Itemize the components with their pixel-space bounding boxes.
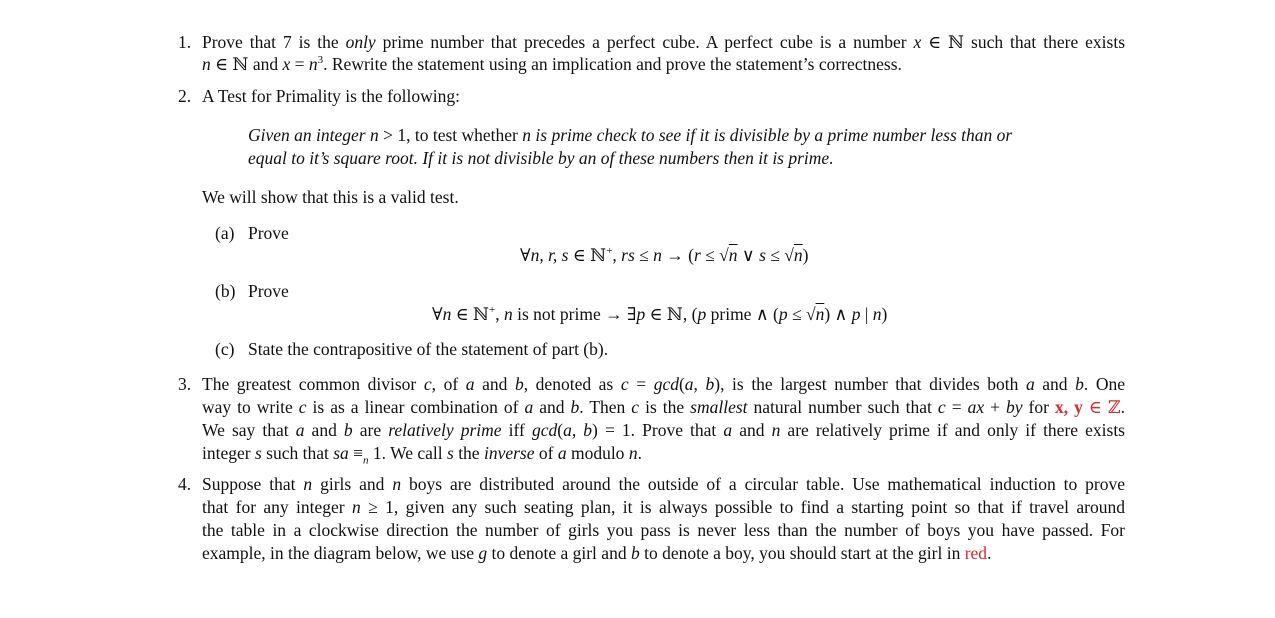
math-symbol: , [495,304,504,324]
math-var: b [514,374,524,394]
math-var: sa [333,443,349,463]
text-run: are [352,420,389,440]
math-var: n [728,245,738,265]
math-var: n [202,54,211,74]
text-run: such that [261,443,334,463]
math-symbol: prime ∧ ( [706,304,779,324]
math-var: s [759,245,766,265]
item-4-number: 4. [178,474,192,494]
math-var: n [352,497,361,517]
math-var: n [308,54,318,74]
text-run: . [637,443,642,463]
math-var: c [298,397,307,417]
show-line: We will show that this is a valid test. [202,187,459,207]
math-var: n [369,125,379,145]
math-symbol: ) ∧ [824,304,852,324]
text-run: We say that [202,420,296,440]
math-var: b [570,397,580,417]
math-var: n [628,443,638,463]
math-var: x [913,32,922,52]
text-run: for [1022,397,1055,417]
text-run: = [290,54,309,74]
math-var: c [423,374,432,394]
math-var: a [465,374,475,394]
math-var: n [522,125,532,145]
math-symbol: ∈ ℕ [451,304,490,324]
math-symbol: ≤ √ [700,245,729,265]
math-var: n [872,304,882,324]
text-run: + [984,397,1007,417]
text-run: = [628,374,654,394]
text-run: and [533,397,571,417]
math-var: b [630,543,640,563]
math-var: b [1075,374,1084,394]
math-var: a, b [563,420,593,440]
math-var: ax [967,397,985,417]
subscript: n [363,454,369,467]
text-run: is as a linear combination of [306,397,525,417]
math-symbol: ∀ [432,304,443,324]
item-3-line-1 [202,373,1125,395]
text-run: ( [557,420,564,440]
math-var: n [303,474,313,494]
text-run: ) = 1. Prove that [592,420,724,440]
item-4-line-1 [202,473,1125,495]
text-run: way to write [202,397,299,417]
text-run: Prove that 7 is the [202,32,346,52]
quote-line-1 [248,124,1012,146]
text-run: integer [202,443,255,463]
text-run: example, in the diagram below, we use [202,543,479,563]
text-run: that for any integer [202,497,353,517]
item-1-number: 1. [178,32,192,52]
text-run: = [945,397,968,417]
text-run: . Then [579,397,632,417]
math-var: n [503,304,513,324]
math-var: n [793,245,803,265]
text-run: and [1034,374,1076,394]
math-var: b [343,420,353,440]
math-var: n [815,304,825,324]
math-symbol: → ( [661,245,694,265]
math-var: a [723,420,733,440]
math-var: g [478,543,488,563]
text-run: , denoted as [523,374,621,394]
math-var: a [557,443,567,463]
math-var: rs [621,245,635,265]
math-var: gcd [653,374,679,394]
math-symbol: ≤ √ [787,304,816,324]
highlight-integers: ∈ ℤ [1082,397,1121,417]
math-var: n [771,420,781,440]
part-b-text: Prove [248,281,289,301]
part-b-equation [432,303,887,325]
math-var: s [254,443,262,463]
math-symbol: ) [881,304,888,324]
part-a-equation [520,244,808,266]
math-var: n [653,245,662,265]
text-run: . [987,543,992,563]
text-run: is prime check to see if it is divisible by a prime number less than or [531,125,1013,145]
text-run: and [474,374,515,394]
math-var: n [442,304,452,324]
math-var: c [620,374,629,394]
math-var: by [1006,397,1023,417]
text-run: natural number such that [747,397,938,417]
math-var: n [392,474,402,494]
text-run: prime number that precedes a perfect cube. A perfect cube is a number [375,32,914,52]
math-var: c [937,397,946,417]
math-var: c [631,397,640,417]
math-symbol: ∈ ℕ, ( [645,304,698,324]
text-run: girls and [312,474,393,494]
superscript: + [606,245,613,258]
emphasis-inverse: inverse [483,443,535,463]
text-run: of [534,443,558,463]
text-run: 1. We call [368,443,447,463]
emphasis-relatively-prime: relatively prime [388,420,502,440]
emphasis-smallest: smallest [690,397,748,417]
text-run: to denote a girl and [487,543,631,563]
text-run: . Rewrite the statement using an implication and prove the statement’s correctness. [323,54,902,74]
text-run: and [304,420,344,440]
text-run: Suppose that [202,474,304,494]
math-var: gcd [531,420,558,440]
part-a-label: (a) [215,223,235,243]
text-run: iff [501,420,532,440]
math-var: r [693,245,701,265]
item-2-number: 2. [178,86,192,106]
text-run: ), is the largest number that divides both [714,374,1026,394]
math-symbol: ∈ ℕ [568,245,607,265]
text-run: ∈ ℕ and [210,54,283,74]
math-var: n, r, s [530,245,569,265]
math-symbol: , [612,245,622,265]
math-symbol: ≤ √ [765,245,794,265]
part-c-text: State the contrapositive of the statement of part (b). [248,339,609,359]
math-var: p [851,304,861,324]
text-run: , of [431,374,466,394]
math-symbol: is not prime → ∃ [512,304,637,324]
part-a-text: Prove [248,223,289,243]
item-3-number: 3. [178,374,192,394]
text-run: modulo [566,443,629,463]
text-run: the [453,443,484,463]
item-3-line-2 [202,396,1125,418]
emphasis-only: only [345,32,376,52]
math-var: p [778,304,788,324]
red-word: red [964,543,988,563]
item-3-line-4 [202,442,642,467]
math-symbol: ) [802,245,809,265]
math-symbol: ∀ [520,245,531,265]
text-run: boys are distributed around the outside of a circular table. Use mathematical induction to prove [401,474,1126,494]
highlight-xy: x, y [1054,397,1083,417]
text-run: and [732,420,772,440]
text-run: ( [678,374,685,394]
text-run: . One [1083,374,1126,394]
text-run: . [1120,397,1125,417]
math-var: p [697,304,707,324]
part-c-label: (c) [215,339,235,359]
math-symbol: ∨ [737,245,760,265]
math-var: a [295,420,305,440]
math-symbol: | [860,304,873,324]
text-run: ≡ [348,443,364,463]
text-run: to denote a boy, you should start at the girl in [639,543,965,563]
text-run: are relatively prime if and only if there exists [780,420,1125,440]
text-run: > 1, to test whether [378,125,523,145]
item-3-line-3 [202,419,1125,441]
text-run: Given an integer [248,125,370,145]
text-run: The greatest common divisor [202,374,424,394]
quote-line-2: equal to it’s square root. If it is not divisible by an of these numbers then it is prime. [248,148,834,168]
item-2-intro: A Test for Primality is the following: [202,86,461,106]
math-var: s [447,443,454,463]
exponent: 3 [317,54,324,67]
math-var: a [524,397,534,417]
item-4-line-3: the table in a clockwise direction the number of girls you pass is never less than the number of boys you have passed. For [202,520,1125,540]
item-1-line-1 [202,31,1125,53]
math-var: a [1025,374,1035,394]
superscript: + [489,304,496,317]
math-symbol: ≤ [634,245,654,265]
text-run: ∈ ℕ such that there exists [921,32,1126,52]
math-var: x [282,54,291,74]
item-1-line-2 [202,53,902,75]
part-b-label: (b) [215,281,236,301]
text-run: is the [639,397,691,417]
item-4-line-4 [202,542,991,564]
math-var: a, b [684,374,715,394]
item-4-line-2 [202,496,1125,518]
text-run: ≥ 1, given any such seating plan, it is always possible to find a starting point so that if travel around [360,497,1125,517]
math-var: p [636,304,646,324]
